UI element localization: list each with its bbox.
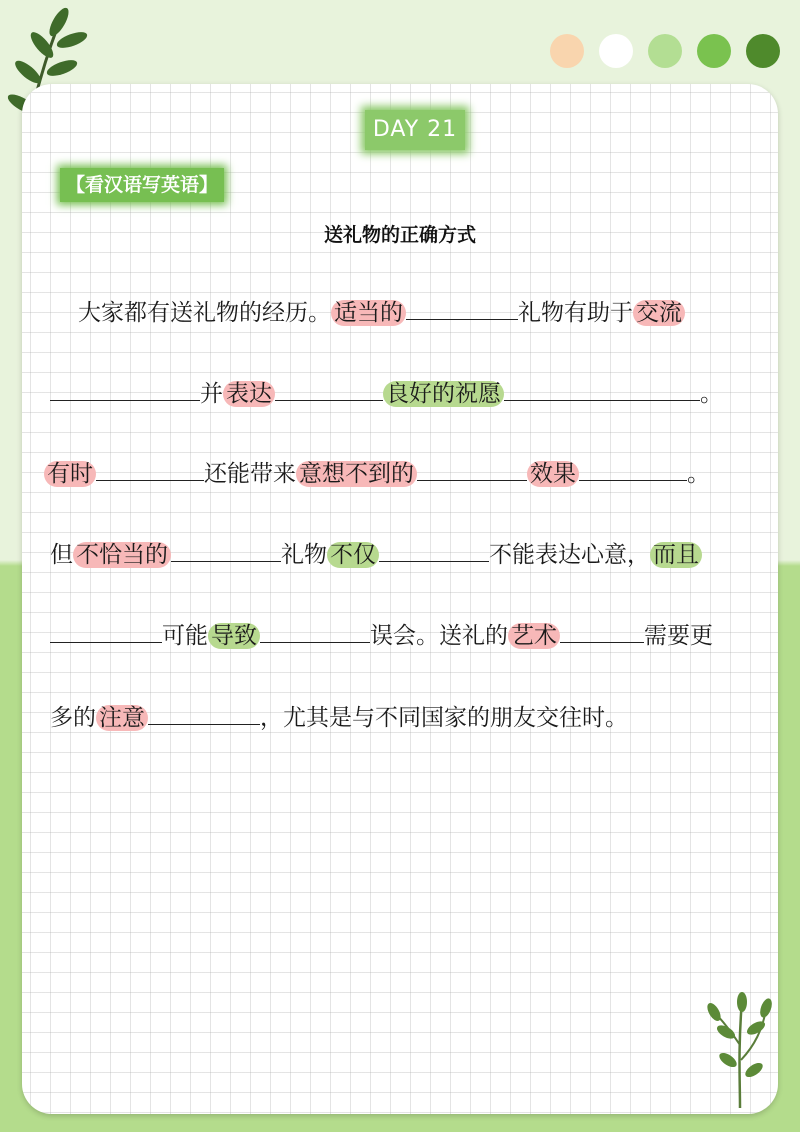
text: 多的 [50, 705, 96, 731]
text: 误会。送礼的 [370, 623, 508, 649]
answer-blank[interactable] [148, 700, 260, 725]
day-label: DAY 21 [365, 110, 465, 150]
color-dot-peach [550, 34, 584, 68]
color-dot-dark-green [746, 34, 780, 68]
highlight-phrase: 导致 [208, 623, 260, 649]
passage-line-2 [50, 376, 723, 410]
answer-blank[interactable] [406, 295, 518, 320]
text: 但 [50, 542, 73, 568]
highlight-phrase: 注意 [96, 705, 148, 731]
text: 不能表达心意， [489, 542, 650, 568]
color-dot-green [697, 34, 731, 68]
highlight-phrase: 而且 [650, 542, 702, 568]
answer-blank[interactable] [50, 376, 200, 401]
answer-blank[interactable] [171, 537, 281, 562]
highlight-phrase: 适当的 [331, 300, 406, 326]
highlight-phrase: 表达 [223, 381, 275, 407]
highlight-phrase: 有时 [44, 461, 96, 487]
highlight-phrase: 艺术 [508, 623, 560, 649]
passage-line-3 [44, 456, 710, 490]
answer-blank[interactable] [560, 618, 644, 643]
highlight-phrase: 交流 [633, 300, 685, 326]
answer-blank[interactable] [96, 456, 204, 481]
text: 可能 [162, 623, 208, 649]
text: 。 [687, 461, 710, 487]
text: 并 [200, 381, 223, 407]
answer-blank[interactable] [260, 618, 370, 643]
color-dot-light-green [648, 34, 682, 68]
text: 大家都有送礼物的经历。 [78, 300, 331, 326]
passage-line-1 [78, 295, 685, 329]
text: 礼物 [281, 542, 327, 568]
highlight-phrase: 效果 [527, 461, 579, 487]
leaf-sprig-icon [700, 990, 780, 1110]
highlight-phrase: 良好的祝愿 [383, 381, 504, 407]
answer-blank[interactable] [579, 456, 687, 481]
answer-blank[interactable] [379, 537, 489, 562]
text: 礼物有助于 [518, 300, 633, 326]
highlight-phrase: 意想不到的 [296, 461, 417, 487]
text: ，尤其是与不同国家的朋友交往时。 [260, 705, 628, 731]
passage-line-4 [50, 537, 702, 571]
answer-blank[interactable] [50, 618, 162, 643]
text: 。 [700, 381, 723, 407]
passage-line-6 [50, 700, 628, 734]
answer-blank[interactable] [504, 376, 700, 401]
answer-blank[interactable] [275, 376, 383, 401]
answer-blank[interactable] [417, 456, 527, 481]
text: 还能带来 [204, 461, 296, 487]
passage-line-5 [50, 618, 713, 652]
highlight-phrase: 不恰当的 [73, 542, 171, 568]
passage-title: 送礼物的正确方式 [323, 224, 476, 246]
color-dots [550, 34, 780, 68]
text: 需要更 [644, 623, 713, 649]
color-dot-white [599, 34, 633, 68]
section-label: 【看汉语写英语】 [60, 168, 224, 202]
highlight-phrase: 不仅 [327, 542, 379, 568]
